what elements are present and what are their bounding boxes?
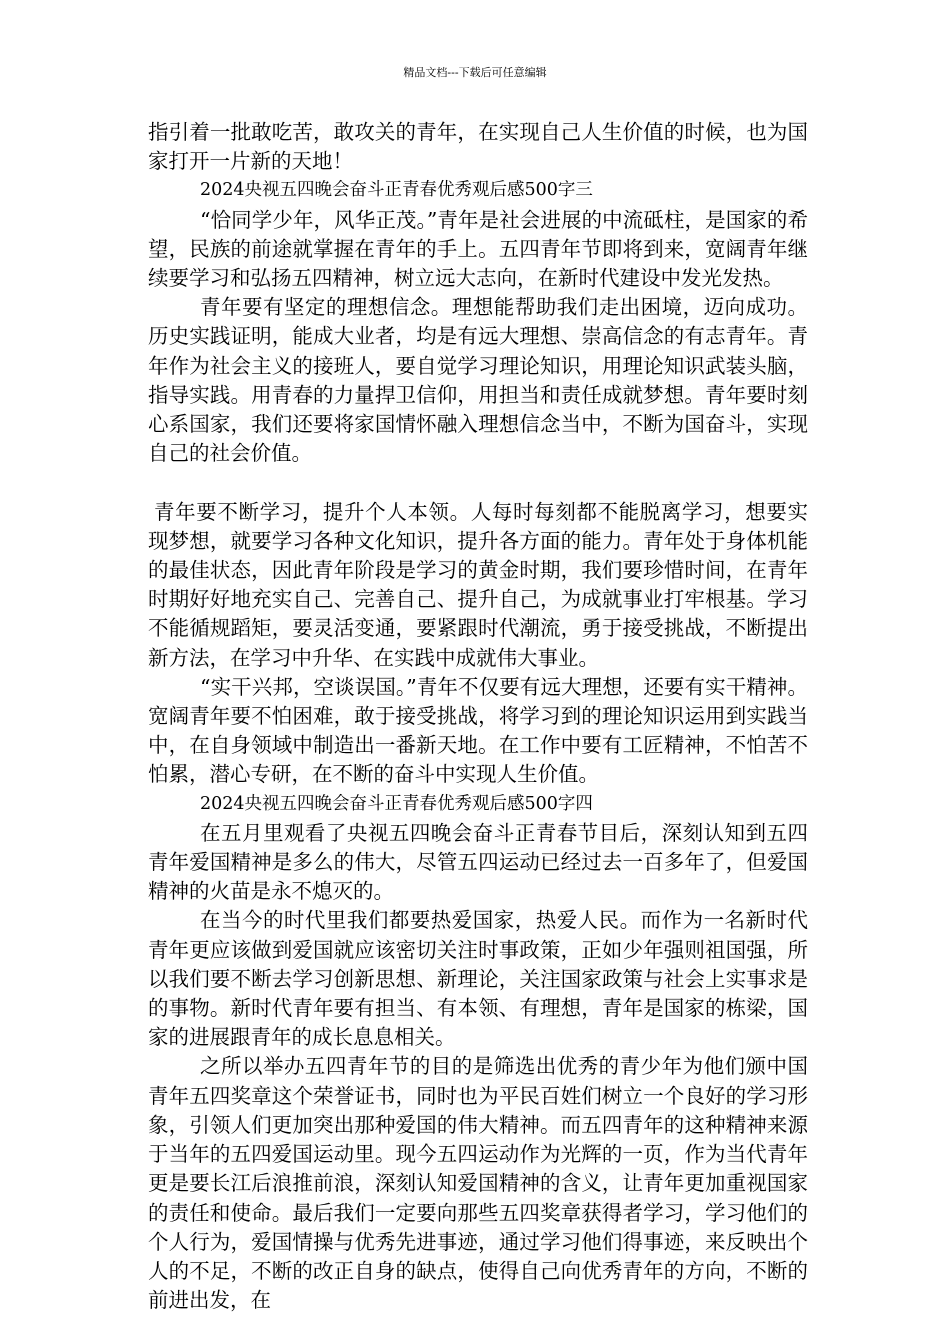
paragraph: 在五月里观看了央视五四晚会奋斗正青春节目后，深刻认知到五四青年爱国精神是多么的伟大，尽管五四运动已经过去一百多年了，但爱国精神的火苗是永不熄灭的。 bbox=[148, 820, 808, 904]
paragraph-continuation: 指引着一批敢吃苦，敢攻关的青年，在实现自己人生价值的时候，也为国家打开一片新的天地！ bbox=[148, 120, 808, 174]
paragraph: “实干兴邦，空谈误国。”青年不仅要有远大理想，还要有实干精神。宽阔青年要不怕困难，敢于接受挑战，将学习到的理论知识运用到实践当中，在自身领域中制造出一番新天地。在工作中要有工匠精神，不怕苦不怕累，潜心专研，在不断的奋斗中实现人生价值。 bbox=[148, 674, 808, 787]
page-header: 精品文档---下载后可任意编辑 bbox=[403, 66, 547, 79]
section-heading-4: 2024央视五四晚会奋斗正青春优秀观后感500字四 bbox=[200, 793, 593, 814]
blank-line bbox=[148, 468, 808, 497]
paragraph: 青年要有坚定的理想信念。理想能帮助我们走出困境，迈向成功。历史实践证明，能成大业者，均是有远大理想、崇高信念的有志青年。青年作为社会主义的接班人，要自觉学习理论知识，用理论知识武装头脑，指导实践。用青春的力量捍卫信仰，用担当和责任成就梦想。青年要时刻心系国家，我们还要将家国情怀融入理想信念当中，不断为国奋斗，实现自己的社会价值。 bbox=[148, 295, 808, 466]
document-body bbox=[148, 118, 808, 1315]
paragraph: “恰同学少年，风华正茂。”青年是社会进展的中流砥柱，是国家的希望，民族的前途就掌握在青年的手上。五四青年节即将到来，宽阔青年继续要学习和弘扬五四精神，树立远大志向，在新时代建设中发光发热。 bbox=[148, 207, 808, 291]
paragraph: 之所以举办五四青年节的目的是筛选出优秀的青少年为他们颁中国青年五四奖章这个荣誉证书，同时也为平民百姓们树立一个良好的学习形象，引领人们更加突出那种爱国的伟大精神。而五四青年的这种精神来源于当年的五四爱国运动里。现今五四运动作为光辉的一页，作为当代青年更是要长江后浪推前浪，深刻认知爱国精神的含义，让青年更加重视国家的责任和使命。最后我们一定要向那些五四奖章获得者学习，学习他们的个人行为，爱国情操与优秀先进事迹，通过学习他们得事迹，来反映出个人的不足，不断的改正自身的缺点，使得自己向优秀青年的方向，不断的前进出发，在 bbox=[148, 1054, 808, 1313]
paragraph: 在当今的时代里我们都要热爱国家，热爱人民。而作为一名新时代青年更应该做到爱国就应该密切关注时事政策，正如少年强则祖国强，所以我们要不断去学习创新思想、新理论，关注国家政策与社会上实事求是的事物。新时代青年要有担当、有本领、有理想，青年是国家的栋梁，国家的进展跟青年的成长息息相关。 bbox=[148, 908, 808, 1050]
paragraph: 青年要不断学习，提升个人本领。人每时每刻都不能脱离学习，想要实现梦想，就要学习各种文化知识，提升各方面的能力。青年处于身体机能的最佳状态，因此青年阶段是学习的黄金时期，我们要珍惜时间，在青年时期好好地充实自己、完善自己、提升自己，为成就事业打牢根基。学习不能循规蹈矩，要灵活变通，要紧跟时代潮流，勇于接受挑战，不断提出新方法，在学习中升华、在实践中成就伟大事业。 bbox=[148, 499, 808, 670]
section-heading-3: 2024央视五四晚会奋斗正青春优秀观后感500字三 bbox=[200, 180, 593, 201]
